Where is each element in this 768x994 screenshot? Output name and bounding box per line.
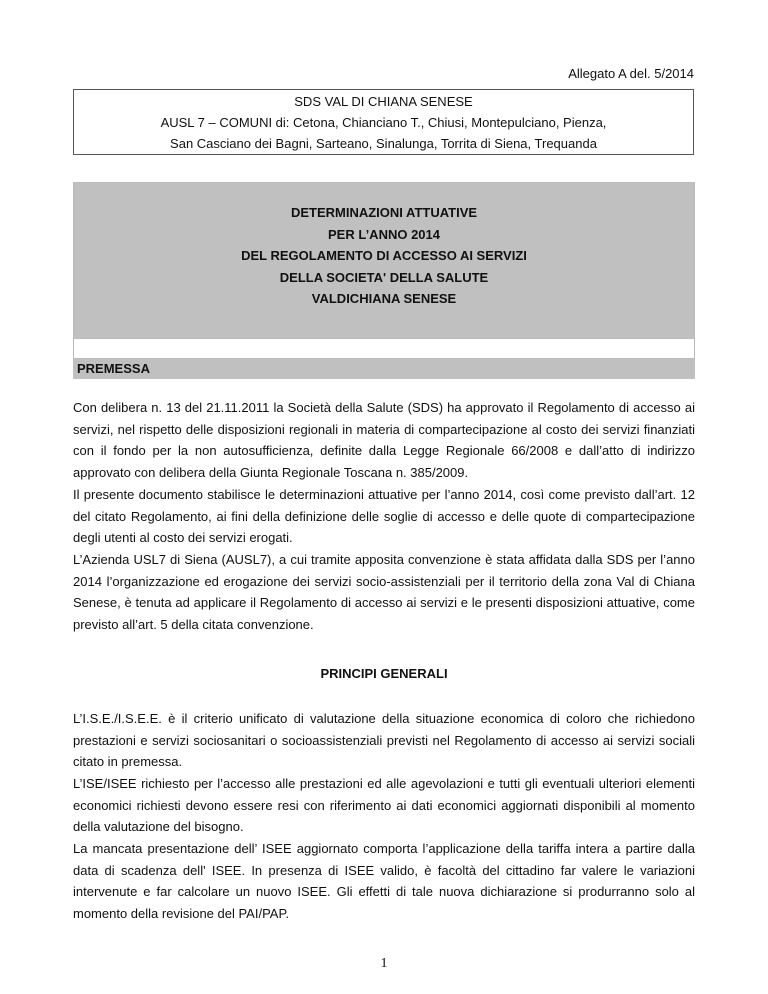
page-number: 1 [380, 956, 388, 971]
principi-paragraph-1: L’I.S.E./I.S.E.E. è il criterio unificato di valutazione della situazione economica di coloro che richiedono prestazioni e servizi sociosanitari o socioassistenziali previsti nel Regolamento di accesso ai servizi sociali citato in premessa. [73, 711, 695, 770]
premessa-heading-bar [73, 359, 695, 379]
annex-label: Allegato A del. 5/2014 [568, 66, 694, 81]
sds-municipalities-line1: AUSL 7 – COMUNI di: Cetona, Chianciano T., Chiusi, Montepulciano, Pienza, [160, 115, 607, 130]
title-line-5: VALDICHIANA SENESE [311, 291, 457, 306]
sds-title: SDS VAL DI CHIANA SENESE [294, 94, 473, 109]
panel-spacer [73, 339, 695, 359]
premessa-paragraph-1: Con delibera n. 13 del 21.11.2011 la Società della Salute (SDS) ha approvato il Regolamento di accesso ai servizi, nel rispetto delle disposizioni regionali in materia di compartecipazione al costo dei servizi finanziati con il fondo per la non autosufficienza, definite dalla Legge Regionale 66/2008 e dall’atto di indirizzo approvato con delibera della Giunta Regionale Toscana n. 385/2009. [73, 400, 695, 481]
document-title-panel [73, 182, 695, 339]
principi-paragraph-3: La mancata presentazione dell’ ISEE aggiornato comporta l’applicazione della tariffa intera a partire dalla data di scadenza dell' ISEE. In presenza di ISEE valido, è facoltà del cittadino far valere le variazioni intervenute e far calcolare un nuovo ISEE. Gli effetti di tale nuova dichiarazione si produrranno solo al momento della revisione del PAI/PAP. [73, 841, 695, 922]
premessa-paragraph-2: Il presente documento stabilisce le determinazioni attuative per l’anno 2014, così come previsto dall’art. 12 del citato Regolamento, ai fini della definizione delle soglie di accesso e delle quote di compartecipazione degli utenti al costo dei servizi erogati. [73, 487, 695, 546]
premessa-heading: PREMESSA [77, 361, 150, 376]
premessa-paragraph-3: L’Azienda USL7 di Siena (AUSL7), a cui tramite apposita convenzione è stata affidata dalla SDS per l’anno 2014 l’organizzazione ed erogazione dei servizi socio-assistenziali per il territorio della zona Val di Chiana Senese, è tenuta ad applicare il Regolamento di accesso ai servizi e le presenti disposizioni attuative, come previsto all’art. 5 della citata convenzione. [73, 552, 695, 633]
title-line-1: DETERMINAZIONI ATTUATIVE [290, 205, 478, 220]
principi-paragraph-2: L’ISE/ISEE richiesto per l’accesso alle prestazioni ed alle agevolazioni e tutti gli eventuali ulteriori elementi economici richiesti devono essere resi con riferimento ai dati economici aggiornati disponibili al momento della valutazione del bisogno. [73, 776, 695, 835]
title-line-2: PER L’ANNO 2014 [328, 227, 440, 242]
title-line-3: DEL REGOLAMENTO DI ACCESSO AI SERVIZI [241, 248, 527, 263]
sds-header-box [73, 89, 694, 155]
title-line-4: DELLA SOCIETA' DELLA SALUTE [279, 270, 489, 285]
principi-heading: PRINCIPI GENERALI [320, 666, 448, 681]
sds-municipalities-line2: San Casciano dei Bagni, Sarteano, Sinalunga, Torrita di Siena, Trequanda [170, 136, 597, 151]
